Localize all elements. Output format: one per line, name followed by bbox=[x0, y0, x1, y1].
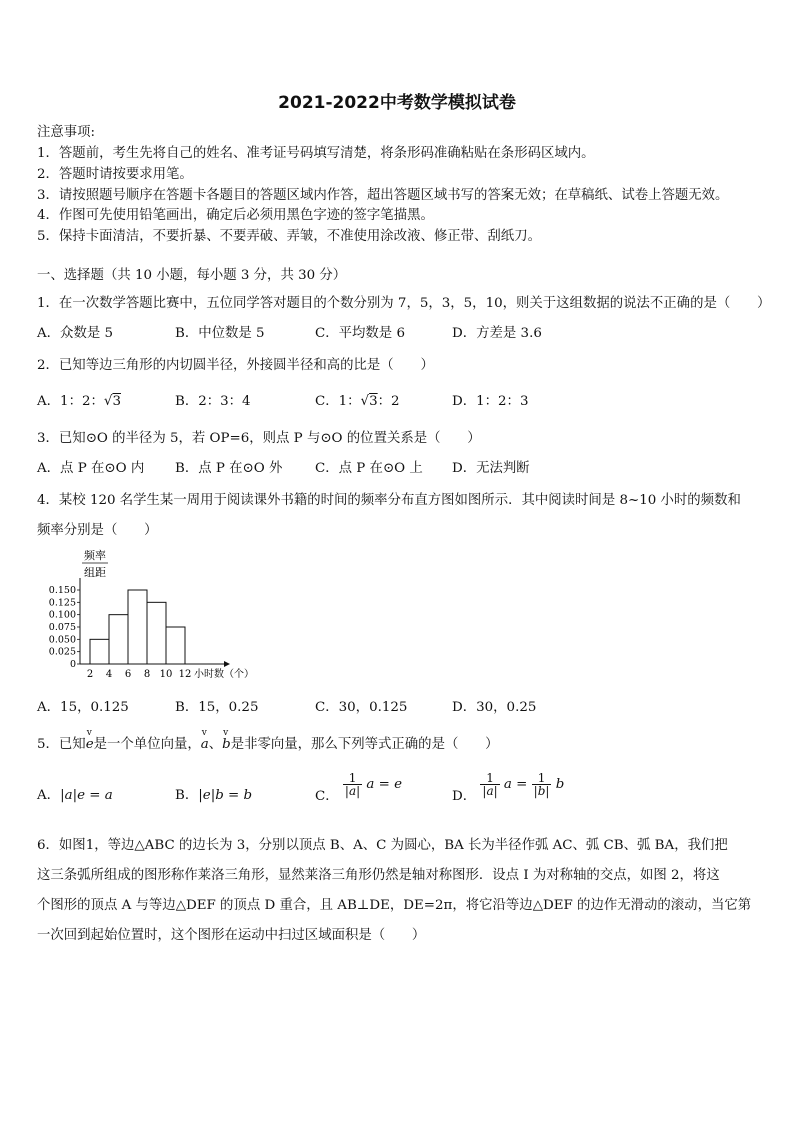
vector-a-letter: a bbox=[366, 777, 375, 792]
option-c-tail: ：2 bbox=[377, 394, 400, 409]
question-5-options bbox=[37, 772, 757, 812]
option-c bbox=[315, 390, 400, 409]
option-a bbox=[37, 390, 121, 409]
vector-a bbox=[200, 728, 209, 752]
note-item: 1．答题前，考生先将自己的姓名、准考证号码填写清楚，将条形码准确粘贴在条形码区域内。 bbox=[37, 146, 595, 161]
histogram-bar bbox=[166, 627, 185, 664]
q5-text: 5．已知 bbox=[37, 737, 86, 752]
x-axis-label: 小时数（个） bbox=[194, 669, 254, 680]
vector-e bbox=[85, 728, 94, 752]
x-axis-arrow bbox=[224, 661, 230, 667]
question-6-line-4: 一次回到起始位置时，这个图形在运动中扫过区域面积是（ ） bbox=[37, 928, 426, 943]
question-3-stem: 3．已知⊙O 的半径为 5，若 OP=6，则点 P 与⊙O 的位置关系是（ ） bbox=[37, 431, 481, 446]
y-axis-label-numerator: 频率 bbox=[84, 549, 106, 562]
option-a-label: A． bbox=[37, 788, 61, 803]
equals-sign: = bbox=[378, 777, 390, 792]
histogram-bar bbox=[90, 639, 109, 664]
question-6-line-2: 这三条弧所组成的图形称作莱洛三角形，显然莱洛三角形仍然是轴对称图形．设点 I 为对称轴的交点，如图 2，将这 bbox=[37, 868, 720, 883]
question-4-stem-line-1: 4．某校 120 名学生某一周用于阅读课外书籍的时间的频率分布直方图如图所示．其中阅读时间是 8~10 小时的频数和 bbox=[37, 493, 741, 508]
option-b-label: B． bbox=[175, 788, 199, 803]
fraction-denominator: |b| bbox=[533, 784, 550, 798]
sqrt-symbol: √ bbox=[360, 394, 370, 409]
y-tick-label: 0.100 bbox=[48, 609, 76, 621]
option-c bbox=[315, 771, 403, 804]
vector-b-letter: b bbox=[215, 788, 224, 803]
option-c: C．平均数是 6 bbox=[315, 326, 405, 341]
fraction bbox=[343, 772, 362, 797]
fraction-denominator: |a| bbox=[482, 784, 498, 798]
vector-e-letter: e bbox=[394, 777, 403, 792]
fraction bbox=[532, 772, 552, 797]
vector-b-letter: b bbox=[555, 777, 565, 792]
question-6-line-3: 个图形的顶点 A 与等边△DEF 的顶点 D 重合，且 AB⊥DE，DE=2π，将它沿等边△DEF 的边作无滑动的滚动，当它第 bbox=[37, 898, 752, 913]
vector-e-letter: e bbox=[85, 737, 94, 752]
frequency-histogram bbox=[38, 548, 268, 683]
sqrt-radicand: 3 bbox=[369, 394, 378, 409]
histogram-bar bbox=[109, 615, 128, 664]
histogram-bar bbox=[128, 590, 147, 664]
option-d: D．方差是 3.6 bbox=[452, 326, 542, 341]
question-3-options bbox=[37, 457, 757, 475]
vector-b-letter: b bbox=[537, 784, 546, 798]
option-d-label: D． bbox=[452, 789, 477, 804]
option-b: B．|e|b = b bbox=[175, 788, 253, 803]
option-a-text: A．1：2： bbox=[37, 394, 104, 409]
vector-a-letter: a bbox=[200, 737, 209, 752]
question-1-options bbox=[37, 322, 757, 340]
y-tick-label: 0.025 bbox=[48, 646, 76, 658]
x-tick-label: 12 bbox=[178, 669, 192, 680]
option-a: A．|a|e = a bbox=[37, 788, 113, 803]
vector-arrow-mark: v bbox=[223, 728, 229, 738]
q5-text: 、 bbox=[208, 737, 223, 752]
x-tick-label: 6 bbox=[124, 669, 132, 680]
y-tick-label: 0.125 bbox=[48, 597, 76, 609]
option-c: C．点 P 在⊙O 上 bbox=[315, 461, 423, 476]
option-d: D．30，0.25 bbox=[452, 700, 537, 715]
x-tick-label: 4 bbox=[105, 669, 113, 680]
option-d: D．无法判断 bbox=[452, 461, 530, 476]
vector-e-letter: e bbox=[202, 788, 211, 803]
question-6-line-1: 6．如图1，等边△ABC 的边长为 3，分别以顶点 B、A、C 为圆心，BA 长为半径作弧 AC、弧 CB、弧 BA，我们把 bbox=[37, 838, 728, 853]
vector-a-letter: a bbox=[503, 777, 512, 792]
question-2-options bbox=[37, 390, 757, 408]
vector-a-letter: a bbox=[104, 788, 113, 803]
question-4-stem-line-2: 频率分别是（ ） bbox=[37, 523, 158, 538]
question-1-stem: 1．在一次数学答题比赛中，五位同学答对题目的个数分别为 7，5，3，5，10，则关于这组数据的说法不正确的是（ ） bbox=[37, 296, 771, 311]
option-a: A．众数是 5 bbox=[37, 326, 114, 341]
option-b: B．15，0.25 bbox=[175, 700, 259, 715]
q5-text: 是非零向量，那么下列等式正确的是（ ） bbox=[230, 737, 499, 752]
histogram-bar bbox=[147, 602, 166, 664]
notes-heading: 注意事项: bbox=[37, 125, 96, 140]
option-c-label: C． bbox=[315, 789, 339, 804]
option-d: D．1：2：3 bbox=[452, 394, 529, 409]
fraction bbox=[480, 772, 499, 797]
note-item: 4．作图可先使用铅笔画出，确定后必须用黑色字迹的签字笔描黑。 bbox=[37, 208, 434, 223]
option-b: B．中位数是 5 bbox=[175, 326, 265, 341]
vector-e-letter: e bbox=[77, 788, 86, 803]
x-tick-label: 2 bbox=[86, 669, 94, 680]
option-b: B．2：3：4 bbox=[175, 394, 251, 409]
vector-b-letter: b bbox=[243, 788, 253, 803]
vector-a-letter: a bbox=[486, 784, 494, 798]
question-5-stem bbox=[37, 728, 499, 752]
y-tick-label: 0.050 bbox=[48, 634, 76, 646]
exam-title: 2021-2022中考数学模拟试卷 bbox=[278, 93, 516, 113]
vector-arrow-mark: v bbox=[86, 728, 92, 738]
fraction-numerator: 1 bbox=[537, 771, 546, 785]
question-4-options bbox=[37, 696, 757, 714]
fraction-denominator: |a| bbox=[344, 784, 361, 798]
option-c-text: C．1： bbox=[315, 394, 361, 409]
x-tick-label: 8 bbox=[143, 669, 151, 680]
q5-text: 是一个单位向量， bbox=[93, 737, 201, 752]
section-heading: 一、选择题（共 10 小题，每小题 3 分，共 30 分） bbox=[37, 268, 347, 283]
sqrt-symbol: √ bbox=[103, 394, 113, 409]
vector-a-letter: a bbox=[348, 784, 357, 798]
option-b: B．点 P 在⊙O 外 bbox=[175, 461, 283, 476]
note-item: 5．保持卡面清洁，不要折暴、不要弄破、弄皱，不准使用涂改液、修正带、刮纸刀。 bbox=[37, 229, 541, 244]
vector-arrow-mark: v bbox=[201, 728, 207, 738]
vector-b bbox=[222, 728, 231, 752]
equals-sign: = bbox=[89, 788, 101, 803]
y-tick-label: 0.075 bbox=[48, 622, 76, 633]
equals-sign: = bbox=[228, 788, 240, 803]
x-tick-label: 10 bbox=[159, 669, 173, 680]
vector-b-letter: b bbox=[222, 737, 231, 752]
question-2-stem: 2．已知等边三角形的内切圆半径，外接圆半径和高的比是（ ） bbox=[37, 358, 434, 373]
option-d bbox=[452, 771, 565, 804]
option-a: A．点 P 在⊙O 内 bbox=[37, 461, 145, 476]
option-c: C．30，0.125 bbox=[315, 700, 408, 715]
y-tick-label: 0.150 bbox=[48, 585, 76, 596]
sqrt-radicand: 3 bbox=[112, 394, 121, 409]
fraction-numerator: 1 bbox=[348, 771, 357, 785]
equals-sign: = bbox=[516, 777, 528, 792]
option-a: A．15，0.125 bbox=[37, 700, 129, 715]
fraction-numerator: 1 bbox=[486, 771, 494, 785]
y-tick-label: 0 bbox=[69, 659, 76, 670]
note-item: 2．答题时请按要求用笔。 bbox=[37, 167, 193, 182]
vector-a-letter: a bbox=[64, 788, 73, 803]
note-item: 3．请按照题号顺序在答题卡各题目的答题区域内作答，超出答题区域书写的答案无效；在草稿纸、试卷上答题无效。 bbox=[37, 188, 729, 203]
y-axis-label-denominator: 组距 bbox=[84, 566, 106, 579]
